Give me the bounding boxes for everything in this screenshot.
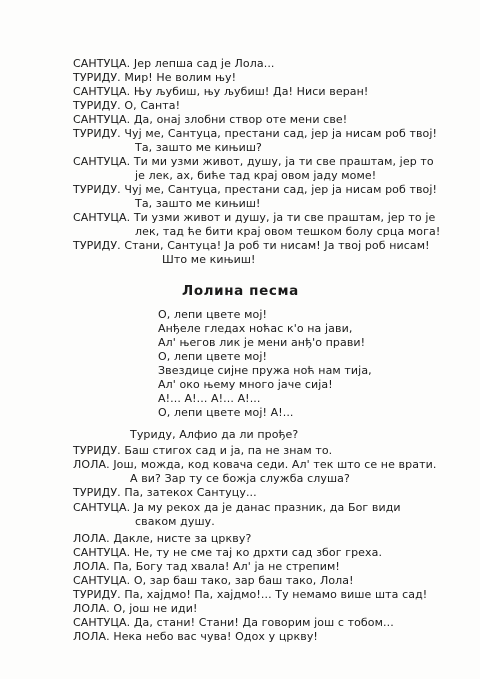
dialogue-line: сваком душу. — [135, 515, 215, 528]
dialogue-line: ЛОЛА. Па, Богу тад хвала! Ал' ја не стрепим! — [73, 560, 340, 573]
dialogue-line: ТУРИДУ. Стани, Сантуца! Ја роб ти нисам! Ја твој роб нисам! — [73, 239, 430, 252]
song-line: Звездице сијне пружа ноћ нам тија, — [158, 364, 372, 377]
dialogue-line: А ви? Зар ту се божја служба слуша? — [130, 472, 350, 485]
dialogue-line: ТУРИДУ. Па, хајдмо! Па, хајдмо!... Ту немамо више шта сад! — [73, 588, 428, 601]
dialogue-line: САНТУЦА. Њу љубиш, њу љубиш! Да! Ниси веран! — [73, 85, 369, 98]
dialogue-line: Та, зашто ме кињиш? — [135, 141, 262, 154]
song-title: Лолина песма — [182, 283, 299, 299]
dialogue-line: ТУРИДУ. Мир! Не волим њу! — [73, 71, 237, 84]
song-line: О, лепи цвете мој! — [158, 308, 267, 321]
dialogue-line: САНТУЦА. Ја му рекох да је данас празник, да Бог види — [73, 501, 401, 514]
dialogue-line: Та, зашто ме кињиш! — [135, 197, 261, 210]
song-line: А!... А!... А!... А!... — [158, 392, 261, 405]
song-line: Анђеле гледах ноћас к'о на јави, — [158, 322, 353, 335]
dialogue-line: САНТУЦА. Јер лепша сад је Лола... — [73, 57, 275, 70]
song-line: Ал' његов лик је мени анђ'о прави! — [158, 336, 366, 349]
dialogue-line: ТУРИДУ. Па, затекох Сантуцу... — [73, 486, 257, 499]
dialogue-line: ЛОЛА. О, још не иди! — [73, 602, 198, 615]
dialogue-line: САНТУЦА. Ти узми живот и душу, ја ти све праштам, јер то је — [73, 211, 436, 224]
dialogue-line: САНТУЦА. Да, онај злобни створ оте мени све! — [73, 113, 348, 126]
dialogue-line: ТУРИДУ. Чуј ме, Сантуца, престани сад, јер ја нисам роб твој! — [73, 127, 438, 140]
dialogue-line: ТУРИДУ. Чуј ме, Сантуца, престани сад, јер ја нисам роб твој! — [73, 183, 438, 196]
song-line: Ал' око њему много јаче сија! — [158, 378, 333, 391]
dialogue-line: ТУРИДУ. О, Санта! — [73, 99, 181, 112]
dialogue-line: ЛОЛА. Дакле, нисте за цркву? — [73, 532, 252, 545]
dialogue-line: САНТУЦА. О, зар баш тако, зар баш тако, Лола! — [73, 574, 354, 587]
dialogue-line: Туриду, Алфио да ли прође? — [130, 428, 299, 441]
dialogue-line: Што ме кињиш! — [162, 253, 256, 266]
song-line: О, лепи цвете мој! А!... — [158, 406, 294, 419]
dialogue-line: САНТУЦА. Да, стани! Стани! Да говорим још с тобом... — [73, 616, 394, 629]
dialogue-line: ЛОЛА. Нека небо вас чува! Одох у цркву! — [73, 630, 318, 643]
song-line: О, лепи цвете мој! — [158, 350, 267, 363]
dialogue-line: ТУРИДУ. Баш стигох сад и ја, па не знам то. — [73, 444, 333, 457]
dialogue-line: лек, тад ће бити крај овом тешком болу срца мога! — [135, 225, 441, 238]
dialogue-line: САНТУЦА. Ти ми узми живот, душу, ја ти све праштам, јер то — [73, 155, 434, 168]
dialogue-line: ЛОЛА. Још, можда, код ковача седи. Ал' тек што се не врати. — [73, 458, 437, 471]
dialogue-line: је лек, ах, биће тад крај овом јаду моме! — [135, 169, 377, 182]
dialogue-line: САНТУЦА. Не, ту не сме тај ко дрхти сад због греха. — [73, 546, 383, 559]
